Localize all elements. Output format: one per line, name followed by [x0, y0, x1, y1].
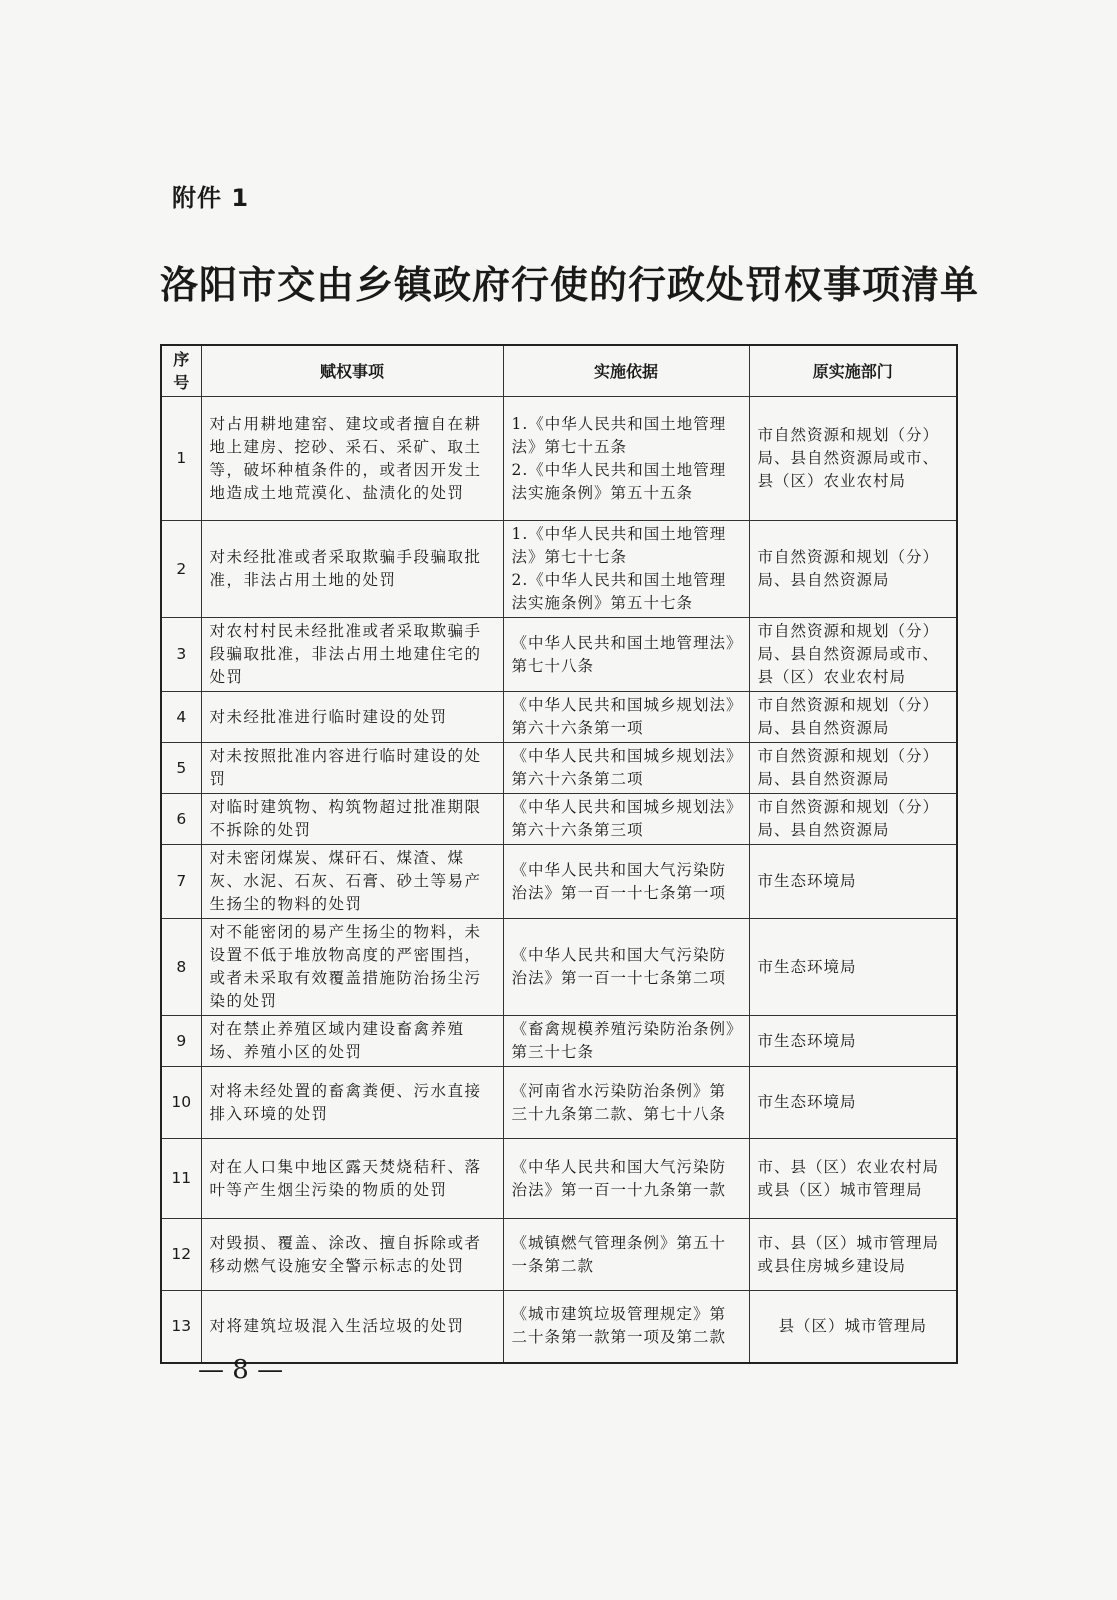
row-no: 8 [161, 919, 201, 1016]
row-basis: 《中华人民共和国土地管理法》第七十八条 [503, 618, 749, 692]
row-dept: 市生态环境局 [749, 1067, 957, 1139]
row-item: 对将建筑垃圾混入生活垃圾的处罚 [201, 1291, 503, 1363]
row-no: 5 [161, 743, 201, 794]
header-item: 赋权事项 [201, 345, 503, 397]
header-no: 序号 [161, 345, 201, 397]
table-row [161, 1219, 957, 1291]
row-no: 4 [161, 692, 201, 743]
row-dept: 市生态环境局 [749, 919, 957, 1016]
row-dept: 市生态环境局 [749, 845, 957, 919]
row-item: 对在人口集中地区露天焚烧秸秆、落叶等产生烟尘污染的物质的处罚 [201, 1139, 503, 1219]
page-number: — 8 — [198, 1355, 284, 1385]
document-title: 洛阳市交由乡镇政府行使的行政处罚权事项清单 [160, 263, 980, 307]
row-no: 9 [161, 1016, 201, 1067]
row-basis: 《城镇燃气管理条例》第五十一条第二款 [503, 1219, 749, 1291]
row-no: 11 [161, 1139, 201, 1219]
row-dept: 市、县（区）农业农村局或县（区）城市管理局 [749, 1139, 957, 1219]
row-basis: 《中华人民共和国城乡规划法》第六十六条第一项 [503, 692, 749, 743]
table-row [161, 618, 957, 692]
row-dept: 市自然资源和规划（分）局、县自然资源局 [749, 692, 957, 743]
table-row [161, 397, 957, 521]
row-item: 对不能密闭的易产生扬尘的物料，未设置不低于堆放物高度的严密围挡，或者未采取有效覆盖措施防治扬尘污染的处罚 [201, 919, 503, 1016]
row-dept: 市自然资源和规划（分）局、县自然资源局 [749, 743, 957, 794]
row-item: 对临时建筑物、构筑物超过批准期限不拆除的处罚 [201, 794, 503, 845]
table-row [161, 1139, 957, 1219]
row-no: 6 [161, 794, 201, 845]
row-basis: 《中华人民共和国大气污染防治法》第一百一十七条第二项 [503, 919, 749, 1016]
row-dept: 市生态环境局 [749, 1016, 957, 1067]
row-dept: 市自然资源和规划（分）局、县自然资源局 [749, 521, 957, 618]
row-item: 对在禁止养殖区域内建设畜禽养殖场、养殖小区的处罚 [201, 1016, 503, 1067]
row-basis: 《中华人民共和国城乡规划法》第六十六条第三项 [503, 794, 749, 845]
table-row [161, 1016, 957, 1067]
row-basis: 《中华人民共和国大气污染防治法》第一百一十九条第一款 [503, 1139, 749, 1219]
table-row [161, 919, 957, 1016]
row-item: 对占用耕地建窑、建坟或者擅自在耕地上建房、挖砂、采石、采矿、取土等，破坏种植条件的，或者因开发土地造成土地荒漠化、盐渍化的处罚 [201, 397, 503, 521]
row-basis: 《河南省水污染防治条例》第三十九条第二款、第七十八条 [503, 1067, 749, 1139]
penalty-items-table [160, 344, 958, 1364]
table-row [161, 743, 957, 794]
row-item: 对将未经处置的畜禽粪便、污水直接排入环境的处罚 [201, 1067, 503, 1139]
row-no: 13 [161, 1291, 201, 1363]
table-row [161, 1291, 957, 1363]
table-row [161, 845, 957, 919]
row-no: 3 [161, 618, 201, 692]
row-item: 对农村村民未经批准或者采取欺骗手段骗取批准，非法占用土地建住宅的处罚 [201, 618, 503, 692]
table-header-row [161, 345, 957, 397]
row-basis: 1.《中华人民共和国土地管理法》第七十七条 2.《中华人民共和国土地管理法实施条例》第五十七条 [503, 521, 749, 618]
row-dept: 市自然资源和规划（分）局、县自然资源局或市、县（区）农业农村局 [749, 397, 957, 521]
row-no: 12 [161, 1219, 201, 1291]
row-basis: 《畜禽规模养殖污染防治条例》第三十七条 [503, 1016, 749, 1067]
row-basis: 《中华人民共和国城乡规划法》第六十六条第二项 [503, 743, 749, 794]
row-item: 对未经批准或者采取欺骗手段骗取批准，非法占用土地的处罚 [201, 521, 503, 618]
row-dept: 市、县（区）城市管理局或县住房城乡建设局 [749, 1219, 957, 1291]
attachment-label: 附件 1 [172, 184, 250, 212]
row-dept: 市自然资源和规划（分）局、县自然资源局或市、县（区）农业农村局 [749, 618, 957, 692]
header-dept: 原实施部门 [749, 345, 957, 397]
table-row [161, 692, 957, 743]
row-item: 对未按照批准内容进行临时建设的处罚 [201, 743, 503, 794]
row-no: 2 [161, 521, 201, 618]
row-no: 1 [161, 397, 201, 521]
row-no: 7 [161, 845, 201, 919]
table-row [161, 521, 957, 618]
row-item: 对未密闭煤炭、煤矸石、煤渣、煤灰、水泥、石灰、石膏、砂土等易产生扬尘的物料的处罚 [201, 845, 503, 919]
table-row [161, 1067, 957, 1139]
row-dept: 县（区）城市管理局 [749, 1291, 957, 1363]
row-basis: 《城市建筑垃圾管理规定》第二十条第一款第一项及第二款 [503, 1291, 749, 1363]
row-item: 对毁损、覆盖、涂改、擅自拆除或者移动燃气设施安全警示标志的处罚 [201, 1219, 503, 1291]
table-row [161, 794, 957, 845]
row-item: 对未经批准进行临时建设的处罚 [201, 692, 503, 743]
header-basis: 实施依据 [503, 345, 749, 397]
row-dept: 市自然资源和规划（分）局、县自然资源局 [749, 794, 957, 845]
row-basis: 1.《中华人民共和国土地管理法》第七十五条 2.《中华人民共和国土地管理法实施条例》第五十五条 [503, 397, 749, 521]
row-basis: 《中华人民共和国大气污染防治法》第一百一十七条第一项 [503, 845, 749, 919]
row-no: 10 [161, 1067, 201, 1139]
